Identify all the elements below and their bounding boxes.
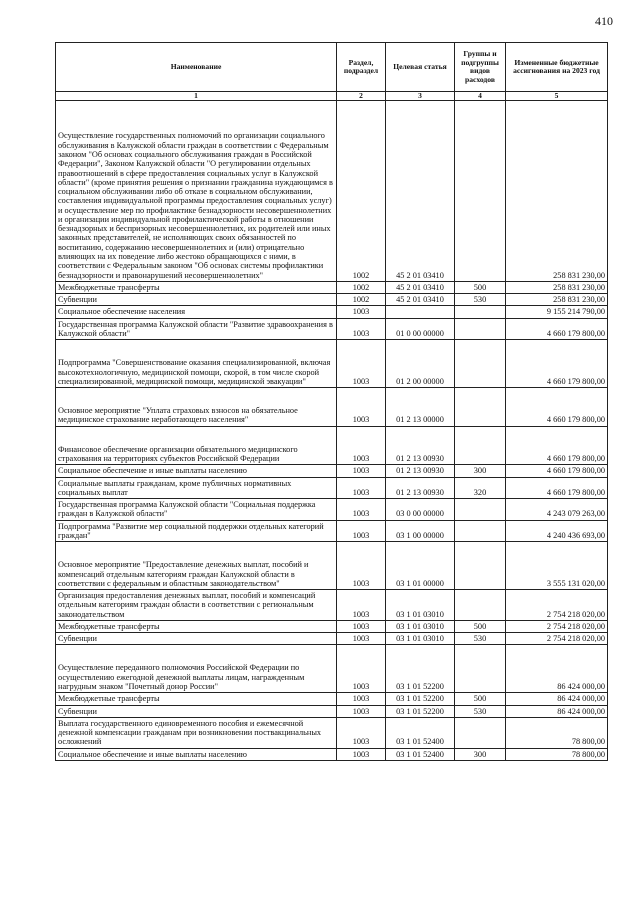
cell-group	[455, 101, 506, 282]
cell-section: 1003	[337, 693, 386, 705]
cell-name: Осуществление государственных полномочий по организации социального обслуживания в Калужской области граждан в соответствии с Федеральным законом "Об основах социального обслуживания граждан в Российской Федерации", Законом Калужской области "О регулировании отдельных правоотношений в сфере предоставления социальных услуг в Калужской области" (кроме принятия решения о признании гражданина нуждающимся в социальном обслуживании либо об отказе в социальном обслуживании, составления индивидуальной программы предоставления социальных услуг) и осуществление мер по профилактике безнадзорности несовершеннолетних и организации индивидуальной профилактической работы в отношении безнадзорных и беспризорных несовершеннолетних, их родителей или иных законных представителей, не исполняющих своих обязанностей по воспитанию, содержанию несовершеннолетних и (или) отрицательно влияющих на их поведение либо жестоко обращающихся с ними, в соответствии с Федеральным законом "Об основах системы профилактики безнадзорности и правонарушений несовершеннолетних"	[56, 101, 337, 282]
cell-group: 300	[455, 465, 506, 477]
cell-group	[455, 306, 506, 318]
cell-name: Организация предоставления денежных выплат, пособий и компенсаций отдельным категориям граждан области в соответствии с региональным законодательством	[56, 590, 337, 621]
cell-amount: 4 660 179 800,00	[506, 388, 608, 427]
column-number: 2	[337, 92, 386, 101]
cell-amount: 4 660 179 800,00	[506, 426, 608, 465]
table-row	[56, 306, 608, 318]
cell-article: 03 1 01 03010	[386, 620, 455, 632]
cell-group: 530	[455, 633, 506, 645]
cell-section: 1002	[337, 281, 386, 293]
column-number: 3	[386, 92, 455, 101]
cell-amount: 4 243 079 263,00	[506, 499, 608, 521]
cell-group: 500	[455, 281, 506, 293]
header-name: Наименование	[56, 43, 337, 92]
cell-section: 1003	[337, 542, 386, 590]
cell-group	[455, 590, 506, 621]
cell-name: Социальное обеспечение и иные выплаты населению	[56, 465, 337, 477]
table-row	[56, 693, 608, 705]
column-number: 5	[506, 92, 608, 101]
cell-name: Социальные выплаты гражданам, кроме публичных нормативных социальных выплат	[56, 477, 337, 499]
cell-article: 03 1 01 52200	[386, 693, 455, 705]
column-number: 4	[455, 92, 506, 101]
cell-name: Подпрограмма "Совершенствование оказания специализированной, включая высокотехнологичную, медицинской помощи, скорой, в том числе скорой специализированной, медицинской помощи, медицинской эвакуации"	[56, 340, 337, 388]
table-row	[56, 499, 608, 521]
cell-name: Осуществление переданного полномочия Российской Федерации по осуществлению ежегодной денежной выплаты лицам, награжденным нагрудным знаком "Почетный донор России"	[56, 645, 337, 693]
cell-article: 01 2 13 00930	[386, 465, 455, 477]
cell-name: Межбюджетные трансферты	[56, 620, 337, 632]
cell-section: 1002	[337, 294, 386, 306]
table-row	[56, 748, 608, 760]
cell-article: 03 1 01 52200	[386, 645, 455, 693]
cell-section: 1003	[337, 306, 386, 318]
table-row	[56, 542, 608, 590]
table-row	[56, 426, 608, 465]
cell-article: 03 1 01 52200	[386, 705, 455, 717]
cell-name: Межбюджетные трансферты	[56, 693, 337, 705]
table-row	[56, 477, 608, 499]
cell-group: 500	[455, 620, 506, 632]
table-row	[56, 645, 608, 693]
table-row	[56, 620, 608, 632]
cell-article: 45 2 01 03410	[386, 294, 455, 306]
cell-article: 45 2 01 03410	[386, 101, 455, 282]
cell-amount: 4 660 179 800,00	[506, 465, 608, 477]
cell-section: 1003	[337, 590, 386, 621]
cell-group	[455, 426, 506, 465]
cell-amount: 86 424 000,00	[506, 693, 608, 705]
cell-amount: 3 555 131 020,00	[506, 542, 608, 590]
table-row	[56, 705, 608, 717]
cell-section: 1003	[337, 717, 386, 748]
cell-article: 03 0 00 00000	[386, 499, 455, 521]
cell-amount: 2 754 218 020,00	[506, 590, 608, 621]
cell-section: 1002	[337, 101, 386, 282]
cell-section: 1003	[337, 388, 386, 427]
cell-group: 500	[455, 693, 506, 705]
cell-name: Субвенции	[56, 705, 337, 717]
table-row	[56, 465, 608, 477]
cell-article: 03 1 01 00000	[386, 542, 455, 590]
cell-group	[455, 542, 506, 590]
cell-name: Межбюджетные трансферты	[56, 281, 337, 293]
cell-section: 1003	[337, 340, 386, 388]
cell-name: Подпрограмма "Развитие мер социальной поддержки отдельных категорий граждан"	[56, 520, 337, 542]
cell-amount: 2 754 218 020,00	[506, 620, 608, 632]
cell-name: Субвенции	[56, 294, 337, 306]
cell-amount: 78 800,00	[506, 717, 608, 748]
header-article: Целевая статья	[386, 43, 455, 92]
cell-article: 03 1 01 52400	[386, 748, 455, 760]
table-row	[56, 318, 608, 340]
cell-section: 1003	[337, 477, 386, 499]
cell-group: 300	[455, 748, 506, 760]
cell-section: 1003	[337, 748, 386, 760]
cell-section: 1003	[337, 520, 386, 542]
table-row	[56, 340, 608, 388]
table-row	[56, 520, 608, 542]
header-section: Раздел, подраздел	[337, 43, 386, 92]
cell-amount: 258 831 230,00	[506, 101, 608, 282]
header-amount: Измененные бюджетные ассигнования на 2023 год	[506, 43, 608, 92]
cell-group: 530	[455, 294, 506, 306]
budget-table	[55, 42, 608, 761]
table-header-row	[56, 43, 608, 92]
cell-name: Финансовое обеспечение организации обязательного медицинского страхования на территориях субъектов Российской Федерации	[56, 426, 337, 465]
cell-group: 530	[455, 705, 506, 717]
cell-article: 01 0 00 00000	[386, 318, 455, 340]
cell-amount: 4 660 179 800,00	[506, 340, 608, 388]
cell-name: Основное мероприятие "Уплата страховых взносов на обязательное медицинское страхование неработающего населения"	[56, 388, 337, 427]
cell-section: 1003	[337, 633, 386, 645]
cell-amount: 86 424 000,00	[506, 705, 608, 717]
cell-group	[455, 499, 506, 521]
cell-name: Социальное обеспечение населения	[56, 306, 337, 318]
cell-amount: 4 240 436 693,00	[506, 520, 608, 542]
table-row	[56, 717, 608, 748]
cell-group	[455, 520, 506, 542]
cell-group	[455, 340, 506, 388]
cell-amount: 258 831 230,00	[506, 294, 608, 306]
page-number: 410	[595, 14, 613, 28]
cell-group	[455, 717, 506, 748]
column-number-row	[56, 92, 608, 101]
cell-amount: 78 800,00	[506, 748, 608, 760]
table-row	[56, 101, 608, 282]
cell-name: Государственная программа Калужской области "Развитие здравоохранения в Калужской области"	[56, 318, 337, 340]
cell-amount: 2 754 218 020,00	[506, 633, 608, 645]
cell-amount: 258 831 230,00	[506, 281, 608, 293]
cell-amount: 4 660 179 800,00	[506, 318, 608, 340]
table-row	[56, 590, 608, 621]
cell-section: 1003	[337, 318, 386, 340]
cell-article: 01 2 13 00930	[386, 426, 455, 465]
cell-article: 03 1 01 03010	[386, 590, 455, 621]
cell-section: 1003	[337, 465, 386, 477]
cell-section: 1003	[337, 499, 386, 521]
cell-name: Основное мероприятие "Предоставление денежных выплат, пособий и компенсаций отдельным категориям граждан Калужской области в соответствии с федеральным и областным законодательством"	[56, 542, 337, 590]
cell-article: 03 1 01 03010	[386, 633, 455, 645]
cell-name: Субвенции	[56, 633, 337, 645]
cell-article: 01 2 13 00000	[386, 388, 455, 427]
cell-group	[455, 645, 506, 693]
cell-group: 320	[455, 477, 506, 499]
cell-section: 1003	[337, 645, 386, 693]
cell-name: Выплата государственного единовременного пособия и ежемесячной денежной компенсации гражданам при возникновении поствакцинальных осложнений	[56, 717, 337, 748]
cell-name: Социальное обеспечение и иные выплаты населению	[56, 748, 337, 760]
table-row	[56, 281, 608, 293]
cell-group	[455, 318, 506, 340]
cell-section: 1003	[337, 705, 386, 717]
cell-name: Государственная программа Калужской области "Социальная поддержка граждан в Калужской области"	[56, 499, 337, 521]
cell-article: 01 2 13 00930	[386, 477, 455, 499]
cell-article	[386, 306, 455, 318]
cell-section: 1003	[337, 620, 386, 632]
table-row	[56, 388, 608, 427]
cell-article: 01 2 00 00000	[386, 340, 455, 388]
table-row	[56, 294, 608, 306]
table-row	[56, 633, 608, 645]
cell-article: 45 2 01 03410	[386, 281, 455, 293]
column-number: 1	[56, 92, 337, 101]
cell-amount: 9 155 214 790,00	[506, 306, 608, 318]
cell-article: 03 1 00 00000	[386, 520, 455, 542]
cell-article: 03 1 01 52400	[386, 717, 455, 748]
cell-group	[455, 388, 506, 427]
cell-amount: 4 660 179 800,00	[506, 477, 608, 499]
header-group: Группы и подгруппы видов расходов	[455, 43, 506, 92]
cell-section: 1003	[337, 426, 386, 465]
cell-amount: 86 424 000,00	[506, 645, 608, 693]
